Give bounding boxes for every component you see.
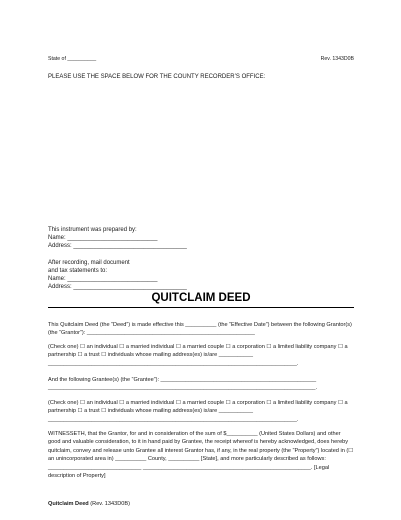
footer-title: Quitclaim Deed	[48, 501, 89, 507]
prepared-by-address: Address: __________________________________	[48, 243, 187, 249]
page-footer	[48, 500, 130, 508]
effective-date-paragraph: This Quitclaim Deed (the “Deed”) is made effective this __________ (the “Effective Date”) between the following Grantor(s) (the “Grantor”): ______________________________________________________	[48, 322, 352, 337]
mail-to-heading-1: After recording, mail document	[48, 260, 130, 266]
witnesseth-paragraph: WITNESSETH, that the Grantor, for and in consideration of the sum of $__________ (United States Dollars) and other good and valuable consideration, to it in hand paid by Grantee, the receipt whereof is hereby acknowledged, does hereby quitclaim, convey and release unto Grantee all interest Grantor has, if any, in the real property (the “Property”) located in (☐ an unincorporated area in) __________ County, __________ [State], and more particularly described as follows: ______________________________ ______________________________________________________. [Legal description of Property]	[48, 431, 354, 480]
prepared-by-heading: This instrument was prepared by:	[48, 227, 137, 233]
mail-to-name: Name: ___________________________	[48, 276, 158, 282]
mail-to-address: Address: __________________________________	[48, 284, 187, 290]
grantor-type-paragraph: (Check one) ☐ an individual ☐ a married individual ☐ a married couple ☐ a corporation ☐ a limited liability company ☐ a partnership ☐ a trust ☐ individuals whose mailing address(es) is/are ___________ ________________________________________________________________________________.	[48, 344, 348, 367]
document-title: QUITCLAIM DEED	[151, 292, 251, 304]
title-divider	[48, 307, 354, 308]
footer-revision: (Rev. 1343D0B)	[88, 501, 130, 507]
grantee-paragraph: And the following Grantee(s) (the “Grantee”): __________________________________________________ ______________________________________________________________________________________.	[48, 377, 318, 392]
state-line: State of __________	[48, 56, 97, 62]
recorder-notice: PLEASE USE THE SPACE BELOW FOR THE COUNTY RECORDER’S OFFICE:	[48, 74, 266, 80]
grantee-type-paragraph: (Check one) ☐ an individual ☐ a married individual ☐ a married couple ☐ a corporation ☐ a limited liability company ☐ a partnership ☐ a trust ☐ individuals whose mailing address(es) is/are ___________ ________________________________________________________________________________.	[48, 400, 348, 423]
mail-to-heading-2: and tax statements to:	[48, 268, 108, 274]
revision-number: Rev. 1343D0B	[320, 56, 354, 62]
prepared-by-name: Name: ___________________________	[48, 235, 158, 241]
